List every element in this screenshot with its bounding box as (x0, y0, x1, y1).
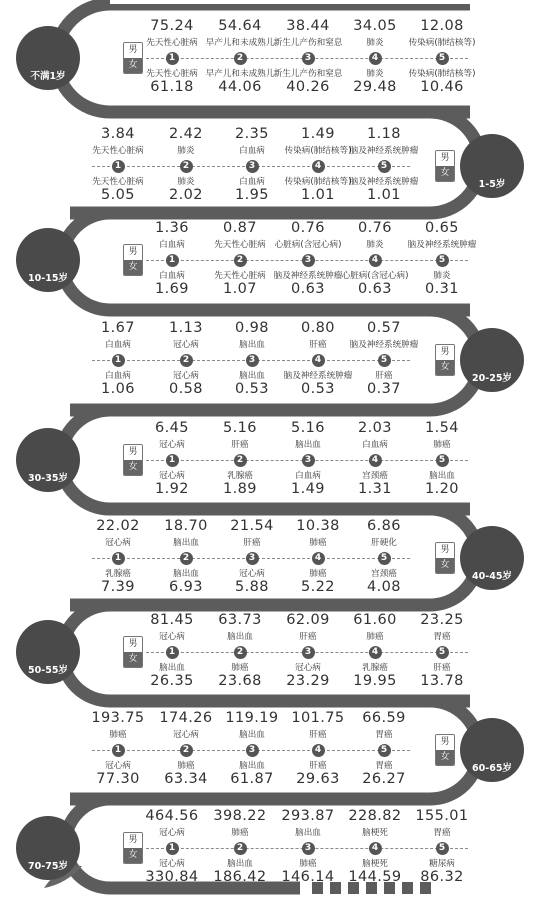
female-rate-value: 4.08 (367, 579, 401, 595)
rank-badge: 1 (166, 454, 179, 467)
female-rate-value: 186.42 (213, 869, 267, 885)
female-cause-label: 脑及神经系统肿瘤 (349, 177, 419, 187)
male-cause-label: 先天性心脏病 (92, 146, 144, 156)
female-label: 女 (436, 750, 454, 765)
rank-badge: 4 (312, 744, 325, 757)
rank-badge: 5 (436, 52, 449, 65)
male-rate-value: 18.70 (164, 518, 208, 534)
male-cause-label: 肺炎 (177, 146, 195, 156)
male-cause-label: 脑出血 (239, 730, 265, 740)
age-badge (460, 718, 524, 782)
male-rate-value: 293.87 (281, 808, 335, 824)
female-rate-value: 0.53 (235, 381, 269, 397)
female-cause-label: 肝癌 (433, 663, 451, 673)
female-rate-value: 1.89 (223, 481, 257, 497)
female-cause-label: 乳腺癌 (362, 663, 388, 673)
male-cause-label: 脑及神经系统肿瘤 (349, 146, 419, 156)
female-rate-value: 1.69 (155, 281, 189, 297)
age-label: 1-5岁 (478, 179, 506, 190)
male-rate-value: 0.80 (301, 320, 335, 336)
male-rate-value: 66.59 (362, 710, 406, 726)
male-rate-value: 0.57 (367, 320, 401, 336)
female-cause-label: 白血病 (295, 471, 321, 481)
male-cause-label: 脑出血 (227, 632, 253, 642)
female-rate-value: 1.20 (425, 481, 459, 497)
rank-badge: 2 (180, 552, 193, 565)
rank-badge: 3 (246, 354, 259, 367)
rank-badge: 4 (312, 552, 325, 565)
female-rate-value: 146.14 (281, 869, 335, 885)
female-rate-value: 5.88 (235, 579, 269, 595)
female-rate-value: 26.35 (150, 673, 194, 689)
female-rate-value: 0.31 (425, 281, 459, 297)
male-rate-value: 0.65 (425, 220, 459, 236)
age-label: 50-55岁 (28, 665, 68, 676)
female-cause-label: 冠心病 (295, 663, 321, 673)
age-label: 70-75岁 (28, 861, 68, 872)
male-cause-label: 肝癌 (309, 340, 327, 350)
sex-legend (435, 542, 455, 574)
sex-legend (435, 150, 455, 182)
rank-badge: 2 (234, 454, 247, 467)
female-cause-label: 乳腺癌 (227, 471, 253, 481)
male-rate-value: 75.24 (150, 18, 194, 34)
male-rate-value: 155.01 (415, 808, 469, 824)
rank-badge: 1 (112, 160, 125, 173)
male-rate-value: 228.82 (348, 808, 402, 824)
male-rate-value: 464.56 (145, 808, 199, 824)
age-badge (460, 328, 524, 392)
female-label: 女 (124, 58, 142, 73)
female-rate-value: 40.26 (286, 79, 330, 95)
female-cause-label: 肺癌 (177, 761, 195, 771)
rank-badge: 5 (436, 646, 449, 659)
female-rate-value: 10.46 (420, 79, 464, 95)
rank-badge: 2 (180, 354, 193, 367)
female-cause-label: 宫颈癌 (362, 471, 388, 481)
female-cause-label: 乳腺癌 (105, 569, 131, 579)
male-rate-value: 54.64 (218, 18, 262, 34)
male-cause-label: 白血病 (362, 440, 388, 450)
male-label: 男 (124, 637, 142, 652)
male-label: 男 (124, 445, 142, 460)
male-cause-label: 早产儿和未成熟儿 (205, 38, 275, 48)
male-cause-label: 肺癌 (433, 440, 451, 450)
female-label: 女 (436, 558, 454, 573)
male-cause-label: 冠心病 (105, 538, 131, 548)
rank-badge: 1 (166, 646, 179, 659)
age-label: 不满1岁 (30, 71, 66, 82)
age-label: 30-35岁 (28, 473, 68, 484)
male-cause-label: 肝癌 (243, 538, 261, 548)
rank-badge: 3 (302, 52, 315, 65)
female-cause-label: 脑出血 (239, 371, 265, 381)
female-label: 女 (436, 166, 454, 181)
male-rate-value: 6.45 (155, 420, 189, 436)
female-cause-label: 肝癌 (375, 371, 393, 381)
female-rate-value: 1.95 (235, 187, 269, 203)
male-rate-value: 2.03 (358, 420, 392, 436)
female-rate-value: 23.68 (218, 673, 262, 689)
male-rate-value: 62.09 (286, 612, 330, 628)
female-cause-label: 肺癌 (299, 859, 317, 869)
female-rate-value: 6.93 (169, 579, 203, 595)
male-rate-value: 1.36 (155, 220, 189, 236)
male-label: 男 (436, 151, 454, 166)
male-cause-label: 肺癌 (231, 828, 249, 838)
male-cause-label: 肺癌 (366, 632, 384, 642)
female-cause-label: 白血病 (105, 371, 131, 381)
female-label: 女 (436, 360, 454, 375)
male-rate-value: 3.84 (101, 126, 135, 142)
female-rate-value: 5.22 (301, 579, 335, 595)
female-cause-label: 冠心病 (159, 471, 185, 481)
male-cause-label: 脑及神经系统肿瘤 (407, 240, 477, 250)
rank-badge: 2 (180, 160, 193, 173)
male-cause-label: 肝硬化 (371, 538, 397, 548)
rank-badge: 4 (369, 454, 382, 467)
age-badge (16, 816, 80, 880)
rank-badge: 5 (436, 254, 449, 267)
sex-legend (435, 344, 455, 376)
age-badge (460, 134, 524, 198)
male-rate-value: 1.49 (301, 126, 335, 142)
rank-badge: 3 (302, 454, 315, 467)
female-rate-value: 1.06 (101, 381, 135, 397)
male-rate-value: 23.25 (420, 612, 464, 628)
female-cause-label: 冠心病 (159, 859, 185, 869)
male-cause-label: 冠心病 (159, 632, 185, 642)
female-cause-label: 新生儿产伤和窒息 (273, 69, 343, 79)
female-label: 女 (124, 848, 142, 863)
female-rate-value: 19.95 (353, 673, 397, 689)
female-cause-label: 脑及神经系统肿瘤 (283, 371, 353, 381)
male-rate-value: 119.19 (225, 710, 279, 726)
male-rate-value: 0.76 (291, 220, 325, 236)
female-cause-label: 脑梗死 (362, 859, 388, 869)
female-cause-label: 脑出血 (429, 471, 455, 481)
male-label: 男 (436, 543, 454, 558)
female-cause-label: 早产儿和未成熟儿 (205, 69, 275, 79)
rank-badge: 3 (246, 160, 259, 173)
rank-badge: 5 (436, 454, 449, 467)
male-cause-label: 肺炎 (366, 38, 384, 48)
female-rate-value: 2.02 (169, 187, 203, 203)
male-cause-label: 白血病 (159, 240, 185, 250)
female-rate-value: 7.39 (101, 579, 135, 595)
female-cause-label: 脑出血 (173, 569, 199, 579)
female-rate-value: 0.37 (367, 381, 401, 397)
female-rate-value: 0.63 (358, 281, 392, 297)
male-cause-label: 冠心病 (159, 440, 185, 450)
female-cause-label: 白血病 (239, 177, 265, 187)
female-rate-value: 1.92 (155, 481, 189, 497)
male-cause-label: 胃癌 (433, 828, 451, 838)
female-rate-value: 23.29 (286, 673, 330, 689)
rank-badge: 1 (112, 354, 125, 367)
male-rate-value: 10.38 (296, 518, 340, 534)
male-cause-label: 脑出血 (173, 538, 199, 548)
female-rate-value: 0.58 (169, 381, 203, 397)
male-label: 男 (436, 735, 454, 750)
age-badge (16, 26, 80, 90)
male-rate-value: 5.16 (223, 420, 257, 436)
age-label: 60-65岁 (472, 763, 512, 774)
female-rate-value: 1.01 (301, 187, 335, 203)
rank-badge: 4 (369, 842, 382, 855)
male-label: 男 (436, 345, 454, 360)
male-rate-value: 5.16 (291, 420, 325, 436)
sex-legend (435, 734, 455, 766)
male-cause-label: 胃癌 (433, 632, 451, 642)
male-rate-value: 63.73 (218, 612, 262, 628)
female-rate-value: 0.53 (301, 381, 335, 397)
female-label: 女 (124, 460, 142, 475)
age-badge (16, 620, 80, 684)
male-cause-label: 胃癌 (375, 730, 393, 740)
male-label: 男 (124, 833, 142, 848)
age-label: 10-15岁 (28, 273, 68, 284)
header-cutoff (110, 0, 470, 4)
female-rate-value: 1.01 (367, 187, 401, 203)
female-cause-label: 先天性心脏病 (214, 271, 266, 281)
rank-badge: 1 (166, 842, 179, 855)
male-rate-value: 6.86 (367, 518, 401, 534)
female-cause-label: 脑出血 (159, 663, 185, 673)
female-cause-label: 肺炎 (177, 177, 195, 187)
male-rate-value: 12.08 (420, 18, 464, 34)
female-cause-label: 脑出血 (227, 859, 253, 869)
rank-badge: 4 (369, 646, 382, 659)
female-cause-label: 肺癌 (231, 663, 249, 673)
female-rate-value: 29.63 (296, 771, 340, 787)
male-cause-label: 脑出血 (239, 340, 265, 350)
male-cause-label: 心脏病(含冠心病) (274, 240, 342, 250)
rank-badge: 3 (246, 552, 259, 565)
male-cause-label: 肝癌 (309, 730, 327, 740)
rank-badge: 5 (436, 842, 449, 855)
female-cause-label: 先天性心脏病 (146, 69, 198, 79)
male-cause-label: 先天性心脏病 (214, 240, 266, 250)
rank-badge: 4 (369, 52, 382, 65)
age-badge (16, 228, 80, 292)
rank-badge: 1 (112, 552, 125, 565)
female-cause-label: 先天性心脏病 (92, 177, 144, 187)
male-rate-value: 22.02 (96, 518, 140, 534)
female-label: 女 (124, 652, 142, 667)
male-cause-label: 冠心病 (159, 828, 185, 838)
female-cause-label: 冠心病 (239, 569, 265, 579)
female-cause-label: 肝癌 (309, 761, 327, 771)
age-label: 20-25岁 (472, 373, 512, 384)
male-rate-value: 2.35 (235, 126, 269, 142)
female-cause-label: 白血病 (159, 271, 185, 281)
male-rate-value: 1.18 (367, 126, 401, 142)
female-cause-label: 糖尿病 (429, 859, 455, 869)
female-cause-label: 宫颈癌 (371, 569, 397, 579)
male-rate-value: 0.87 (223, 220, 257, 236)
female-cause-label: 胃癌 (375, 761, 393, 771)
male-cause-label: 白血病 (239, 146, 265, 156)
male-cause-label: 肝癌 (231, 440, 249, 450)
female-rate-value: 61.18 (150, 79, 194, 95)
male-rate-value: 193.75 (91, 710, 145, 726)
rank-badge: 2 (234, 646, 247, 659)
female-cause-label: 传染病(肺结核等) (284, 177, 352, 187)
female-cause-label: 脑及神经系统肿瘤 (273, 271, 343, 281)
male-rate-value: 1.67 (101, 320, 135, 336)
female-rate-value: 5.05 (101, 187, 135, 203)
rank-badge: 5 (378, 744, 391, 757)
rank-badge: 5 (378, 552, 391, 565)
female-rate-value: 77.30 (96, 771, 140, 787)
male-rate-value: 1.13 (169, 320, 203, 336)
female-rate-value: 26.27 (362, 771, 406, 787)
male-rate-value: 0.98 (235, 320, 269, 336)
male-cause-label: 肺癌 (109, 730, 127, 740)
age-label: 40-45岁 (472, 571, 512, 582)
age-badge (460, 526, 524, 590)
rank-badge: 4 (369, 254, 382, 267)
male-cause-label: 脑梗死 (362, 828, 388, 838)
female-cause-label: 脑出血 (239, 761, 265, 771)
rank-badge: 5 (378, 160, 391, 173)
male-cause-label: 新生儿产伤和窒息 (273, 38, 343, 48)
male-cause-label: 冠心病 (173, 730, 199, 740)
female-rate-value: 63.34 (164, 771, 208, 787)
male-rate-value: 34.05 (353, 18, 397, 34)
female-rate-value: 61.87 (230, 771, 274, 787)
male-cause-label: 白血病 (105, 340, 131, 350)
rank-badge: 1 (112, 744, 125, 757)
male-cause-label: 脑及神经系统肿瘤 (349, 340, 419, 350)
female-cause-label: 心脏病(含冠心病) (341, 271, 409, 281)
female-rate-value: 1.49 (291, 481, 325, 497)
rank-badge: 2 (234, 842, 247, 855)
rank-badge: 2 (180, 744, 193, 757)
female-cause-label: 肺炎 (366, 69, 384, 79)
rank-badge: 3 (302, 842, 315, 855)
male-cause-label: 先天性心脏病 (146, 38, 198, 48)
rank-badge: 3 (302, 254, 315, 267)
rank-badge: 2 (234, 52, 247, 65)
female-rate-value: 0.63 (291, 281, 325, 297)
female-rate-value: 144.59 (348, 869, 402, 885)
age-badge (16, 428, 80, 492)
male-rate-value: 398.22 (213, 808, 267, 824)
male-rate-value: 174.26 (159, 710, 213, 726)
male-cause-label: 肺炎 (366, 240, 384, 250)
male-rate-value: 101.75 (291, 710, 345, 726)
rank-badge: 4 (312, 160, 325, 173)
female-cause-label: 冠心病 (105, 761, 131, 771)
female-rate-value: 44.06 (218, 79, 262, 95)
rank-badge: 3 (246, 744, 259, 757)
male-cause-label: 冠心病 (173, 340, 199, 350)
rank-badge: 2 (234, 254, 247, 267)
male-cause-label: 肺癌 (309, 538, 327, 548)
female-rate-value: 1.07 (223, 281, 257, 297)
female-cause-label: 冠心病 (173, 371, 199, 381)
male-cause-label: 传染病(肺结核等) (284, 146, 352, 156)
rank-badge: 4 (312, 354, 325, 367)
male-cause-label: 脑出血 (295, 828, 321, 838)
male-rate-value: 38.44 (286, 18, 330, 34)
female-rate-value: 13.78 (420, 673, 464, 689)
rank-badge: 5 (378, 354, 391, 367)
male-label: 男 (124, 43, 142, 58)
male-rate-value: 2.42 (169, 126, 203, 142)
rank-badge: 1 (166, 254, 179, 267)
female-cause-label: 传染病(肺结核等) (408, 69, 476, 79)
male-rate-value: 81.45 (150, 612, 194, 628)
rank-badge: 1 (166, 52, 179, 65)
female-rate-value: 1.31 (358, 481, 392, 497)
female-rate-value: 330.84 (145, 869, 199, 885)
male-label: 男 (124, 245, 142, 260)
male-rate-value: 61.60 (353, 612, 397, 628)
female-rate-value: 29.48 (353, 79, 397, 95)
male-rate-value: 21.54 (230, 518, 274, 534)
female-label: 女 (124, 260, 142, 275)
male-rate-value: 0.76 (358, 220, 392, 236)
male-cause-label: 传染病(肺结核等) (408, 38, 476, 48)
male-cause-label: 肝癌 (299, 632, 317, 642)
female-cause-label: 肺癌 (309, 569, 327, 579)
female-cause-label: 肺炎 (433, 271, 451, 281)
male-cause-label: 脑出血 (295, 440, 321, 450)
rank-badge: 3 (302, 646, 315, 659)
female-rate-value: 86.32 (420, 869, 464, 885)
male-rate-value: 1.54 (425, 420, 459, 436)
